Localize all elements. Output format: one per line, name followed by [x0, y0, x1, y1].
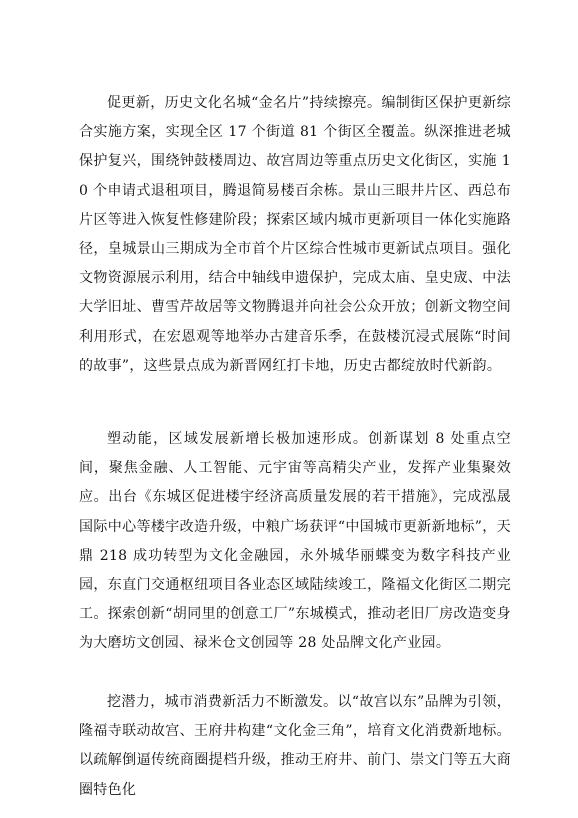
- paragraph-consumption: 挖潜力，城市消费新活力不断激发。以“故宫以东”品牌为引领，隆福寺联动故宫、王府井构建“文化金三角”，培育文化消费新地标。以疏解倒逼传统商圈提档升级，推动王府井、前门、崇文门等五大商圈特色化: [79, 694, 511, 798]
- paragraph-new-growth: 塑动能，区域发展新增长极加速形成。创新谋划 8 处重点空间，聚焦金融、人工智能、元宇宙等高精尖产业，发挥产业集聚效应。出台《东城区促进楼宇经济高质量发展的若干措施》，完成泓晟国际中心等楼宇改造升级，中粮广场获评“中国城市更新新地标”，天鼎 218 成功转型为文化金融园，永外城华丽蝶变为数字科技产业园，东直门交通枢纽项目各业态区域陆续竣工，隆福文化街区二期完工。探索创新“胡同里的创意工厂”东城模式，推动老旧厂房改造变身为大磨坊文创园、禄米仓文创园等 28 处品牌文化产业园。: [79, 431, 511, 652]
- paragraph-urban-renewal: 促更新，历史文化名城“金名片”持续擦亮。编制街区保护更新综合实施方案，实现全区 17 个街道 81 个街区全覆盖。纵深推进老城保护复兴，围绕钟鼓楼周边、故宫周边等重点历史文化街区，实施 10 个申请式退租项目，腾退简易楼百余栋。景山三眼井片区、西总布片区等进入恢复性修建阶段；探索区域内城市更新项目一体化实施路径，皇城景山三期成为全市首个片区综合性城市更新试点项目。强化文物资源展示利用，结合中轴线申遗保护，完成太庙、皇史宬、中法大学旧址、曹雪芹故居等文物腾退并向社会公众开放；创新文物空间利用形式，在宏恩观等地举办古建音乐季，在鼓楼沉浸式展陈“时间的故事”，这些景点成为新晋网红打卡地，历史古都绽放时代新韵。: [79, 95, 511, 374]
